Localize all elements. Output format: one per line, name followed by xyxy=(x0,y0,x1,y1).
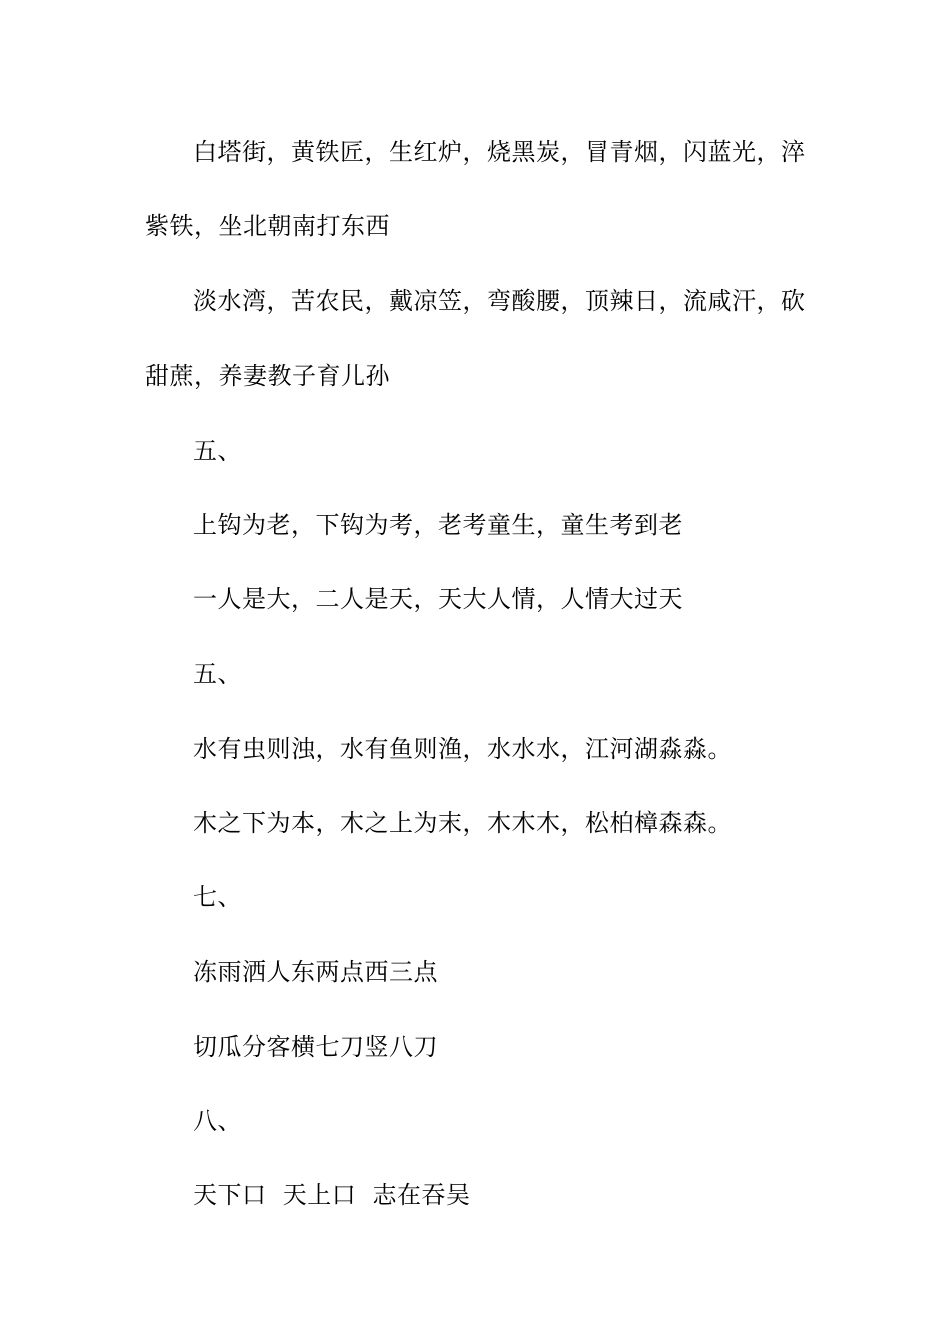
paragraph-line: 天下口 天上口 志在吞吴 xyxy=(193,1181,471,1209)
paragraph-line: 冻雨洒人东两点西三点 xyxy=(193,958,438,986)
paragraph-line: 木之下为本，木之上为末，木木木，松柏樟森森。 xyxy=(193,809,732,837)
section-heading: 七、 xyxy=(193,883,242,911)
paragraph-line: 甜蔗，养妻教子育儿孙 xyxy=(145,362,390,390)
paragraph-line: 切瓜分客横七刀竖八刀 xyxy=(193,1033,438,1061)
paragraph-line: 白塔街，黄铁匠，生红炉，烧黑炭，冒青烟，闪蓝光，淬 xyxy=(193,138,806,166)
paragraph-line: 上钩为老，下钩为考，老考童生，童生考到老 xyxy=(193,511,683,539)
paragraph-line: 淡水湾，苦农民，戴凉笠，弯酸腰，顶辣日，流咸汗，砍 xyxy=(193,287,806,315)
section-heading: 五、 xyxy=(193,660,242,688)
paragraph-line: 一人是大，二人是天，天大人情，人情大过天 xyxy=(193,585,683,613)
section-heading: 五、 xyxy=(193,437,242,465)
section-heading: 八、 xyxy=(193,1107,242,1135)
paragraph-line: 水有虫则浊，水有鱼则渔，水水水，江河湖淼淼。 xyxy=(193,735,732,763)
paragraph-line: 紫铁，坐北朝南打东西 xyxy=(145,212,390,240)
